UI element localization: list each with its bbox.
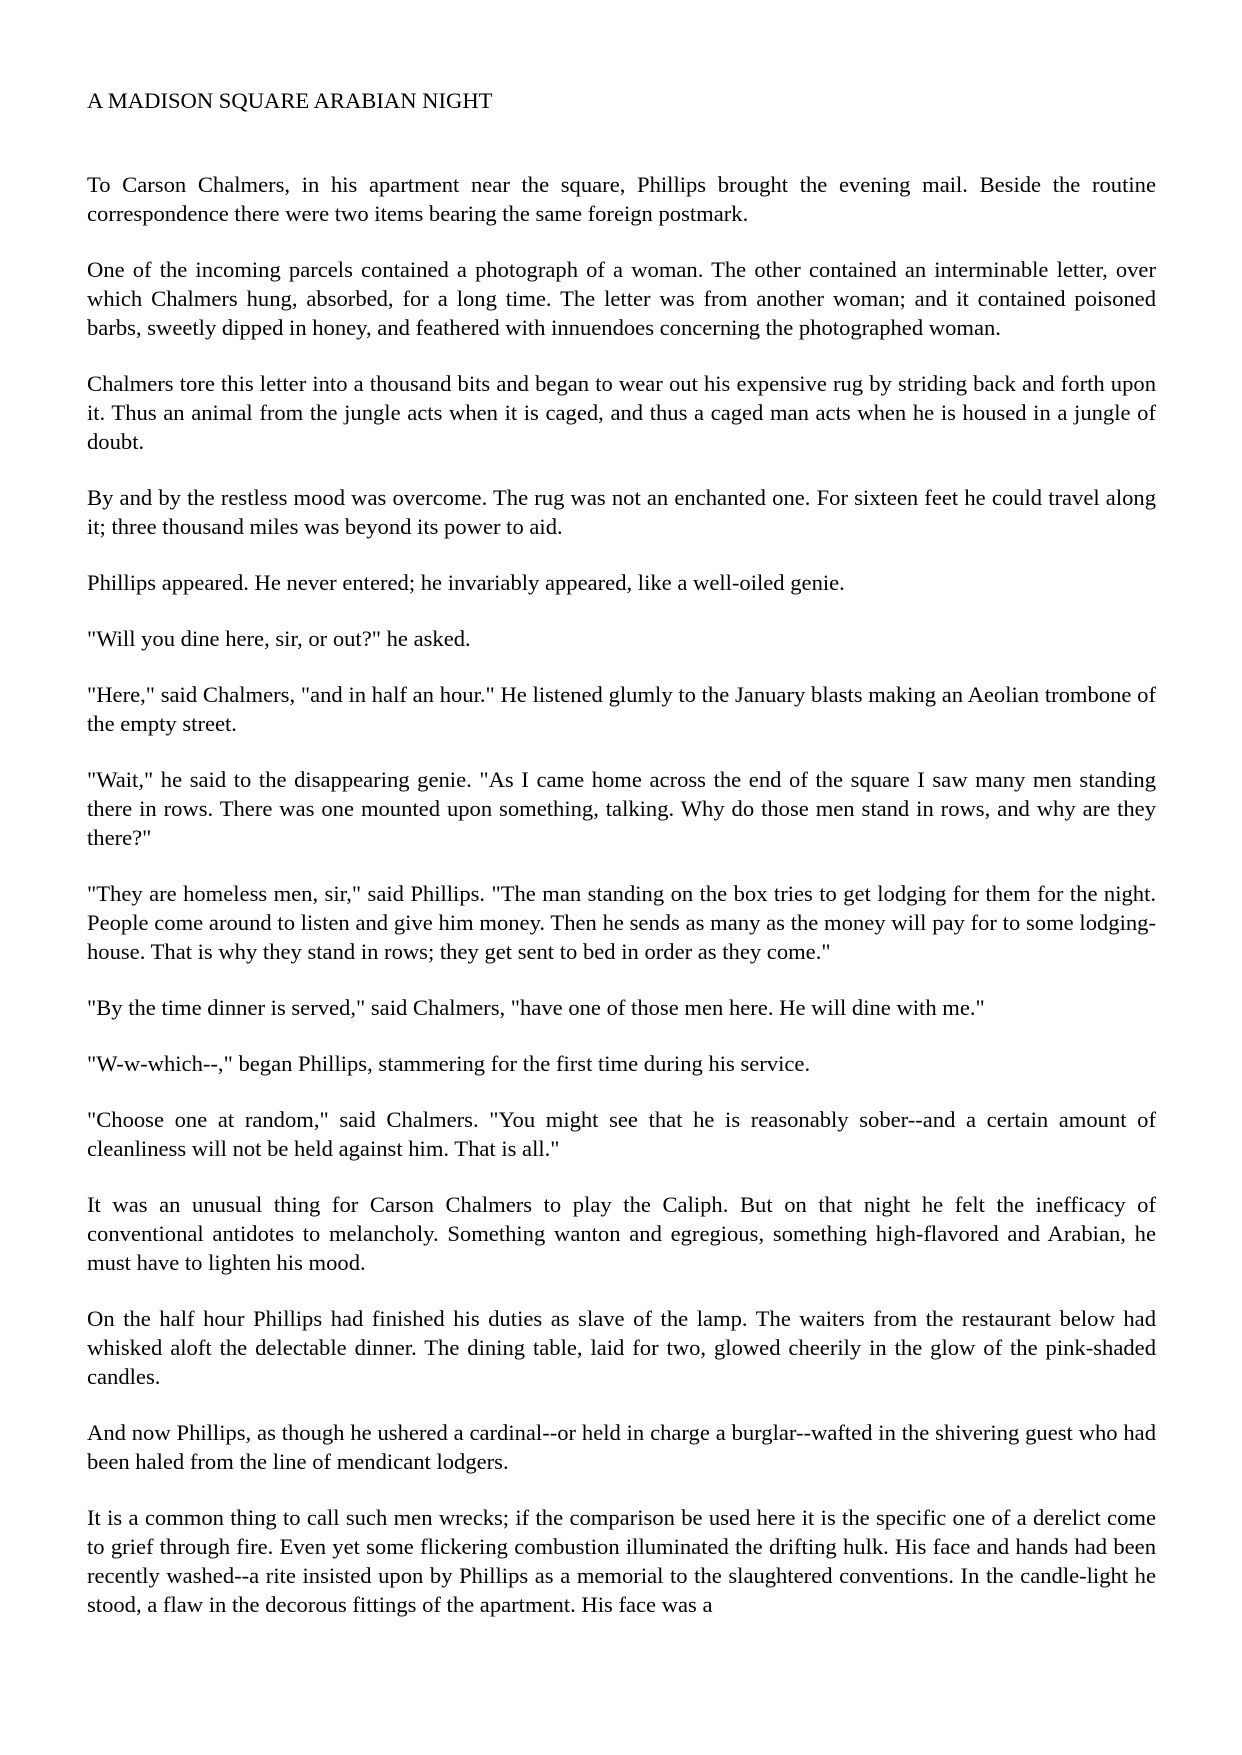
paragraph: "W-w-which--," began Phillips, stammering for the first time during his service.	[87, 1051, 811, 1076]
paragraph: To Carson Chalmers, in his apartment near the square, Phillips brought the evening mail. Beside the routine correspondence there were two items bearing the same foreign postmark.	[87, 172, 1156, 226]
paragraph: One of the incoming parcels contained a photograph of a woman. The other contained an interminable letter, over which Chalmers hung, absorbed, for a long time. The letter was from another woman; and it contained poisoned barbs, sweetly dipped in honey, and feathered with innuendoes concerning the photographed woman.	[87, 257, 1156, 340]
paragraph: And now Phillips, as though he ushered a cardinal--or held in charge a burglar--wafted in the shivering guest who had been haled from the line of mendicant lodgers.	[87, 1420, 1156, 1474]
paragraph: "Will you dine here, sir, or out?" he asked.	[87, 626, 471, 651]
paragraph: On the half hour Phillips had finished his duties as slave of the lamp. The waiters from the restaurant below had whisked aloft the delectable dinner. The dining table, laid for two, glowed cheerily in the glow of the pink-shaded candles.	[87, 1306, 1156, 1389]
paragraph: "They are homeless men, sir," said Phillips. "The man standing on the box tries to get lodging for them for the night. People come around to listen and give him money. Then he sends as many as the money will pay for to some lodging-house. That is why they stand in rows; they get sent to bed in order as they come."	[87, 881, 1156, 964]
paragraph: "Here," said Chalmers, "and in half an hour." He listened glumly to the January blasts making an Aeolian trombone of the empty street.	[87, 682, 1156, 736]
paragraph: Phillips appeared. He never entered; he invariably appeared, like a well-oiled genie.	[87, 570, 845, 595]
paragraph: "Choose one at random," said Chalmers. "You might see that he is reasonably sober--and a certain amount of cleanliness will not be held against him. That is all."	[87, 1107, 1156, 1161]
paragraph: By and by the restless mood was overcome. The rug was not an enchanted one. For sixteen feet he could travel along it; three thousand miles was beyond its power to aid.	[87, 485, 1156, 539]
paragraph: "Wait," he said to the disappearing genie. "As I came home across the end of the square I saw many men standing there in rows. There was one mounted upon something, talking. Why do those men stand in rows, and why are they there?"	[87, 767, 1156, 850]
paragraph: "By the time dinner is served," said Chalmers, "have one of those men here. He will dine with me."	[87, 995, 985, 1020]
paragraph: It was an unusual thing for Carson Chalmers to play the Caliph. But on that night he felt the inefficacy of conventional antidotes to melancholy. Something wanton and egregious, something high-flavored and Arabian, he must have to lighten his mood.	[87, 1192, 1156, 1275]
document-title: A MADISON SQUARE ARABIAN NIGHT	[87, 88, 493, 113]
paragraph: Chalmers tore this letter into a thousand bits and began to wear out his expensive rug by striding back and forth upon it. Thus an animal from the jungle acts when it is caged, and thus a caged man acts when he is housed in a jungle of doubt.	[87, 371, 1156, 454]
paragraph: It is a common thing to call such men wrecks; if the comparison be used here it is the specific one of a derelict come to grief through fire. Even yet some flickering combustion illuminated the drifting hulk. His face and hands had been recently washed--a rite insisted upon by Phillips as a memorial to the slaughtered conventions. In the candle-light he stood, a flaw in the decorous fittings of the apartment. His face was a	[87, 1505, 1156, 1617]
document-body	[87, 86, 1156, 1646]
